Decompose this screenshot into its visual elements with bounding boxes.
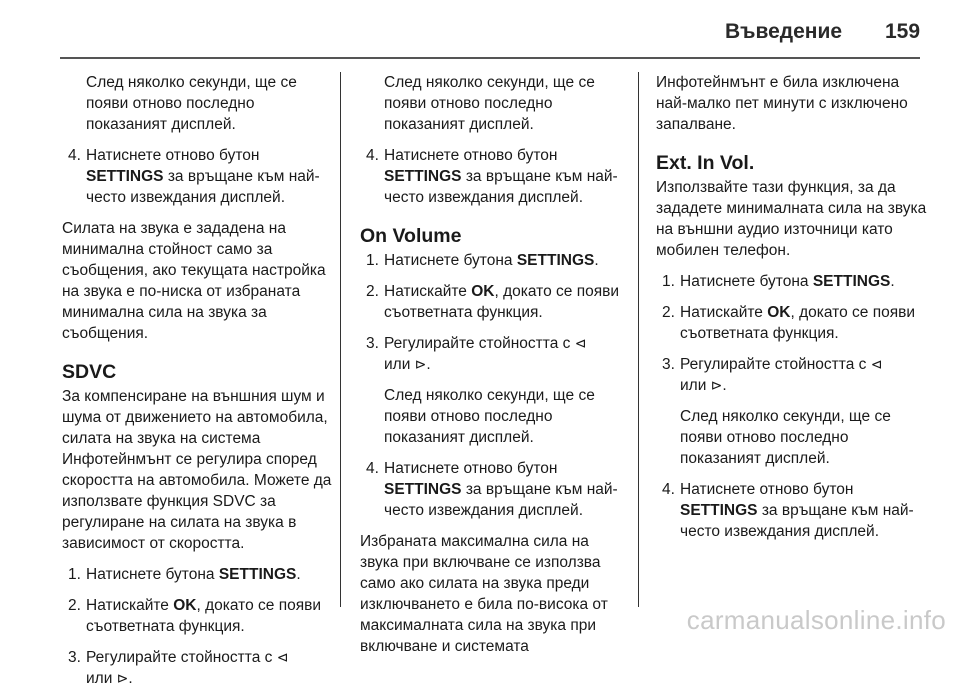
list-number: 3. bbox=[68, 649, 81, 666]
body-paragraph: Избраната максимална сила на звука при включване се използва само ако силата на звука преди изключването е била по-висока от максималната сила на звука при включване и системата bbox=[360, 533, 608, 655]
column-divider bbox=[340, 72, 341, 607]
list-item bbox=[360, 333, 630, 375]
list-item bbox=[656, 354, 928, 396]
list-text: за връщане към най-често извеждания дисплей. bbox=[680, 502, 914, 540]
list-number: 2. bbox=[366, 283, 379, 300]
continued-paragraph: След няколко секунди, ще се появи отново последно показаният дисплей. bbox=[86, 74, 297, 133]
list-text: Натискайте bbox=[680, 304, 768, 321]
list-number: 4. bbox=[366, 147, 379, 164]
list-item bbox=[62, 564, 332, 585]
list-text: или bbox=[680, 377, 711, 394]
left-arrow-icon: ⊲ bbox=[276, 649, 289, 665]
list-number: 3. bbox=[366, 335, 379, 352]
right-arrow-icon: ⊳ bbox=[710, 377, 723, 393]
button-name: SETTINGS bbox=[680, 502, 758, 519]
list-text: , докато се появи съответната функция. bbox=[680, 304, 915, 342]
list-text: . bbox=[722, 377, 727, 394]
column-1 bbox=[62, 72, 332, 699]
list-item bbox=[62, 647, 332, 689]
list-text: , докато се появи съответната функция. bbox=[384, 283, 619, 321]
list-text: Натиснете бутона bbox=[384, 252, 517, 269]
list-number: 2. bbox=[68, 597, 81, 614]
list-sub-paragraph: След няколко секунди, ще се появи отново последно показаният дисплей. bbox=[384, 387, 595, 446]
list-item bbox=[360, 281, 630, 323]
button-name: SETTINGS bbox=[812, 273, 891, 290]
list-text: Натиснете отново бутон bbox=[384, 460, 558, 477]
list-text: за връщане към най-често извеждания дисплей. bbox=[86, 168, 320, 206]
list-number: 4. bbox=[68, 147, 81, 164]
list-text: Натиснете отново бутон bbox=[86, 147, 260, 164]
button-name: SETTINGS bbox=[86, 168, 164, 185]
list-number: 2. bbox=[662, 304, 675, 321]
header-divider bbox=[60, 57, 920, 59]
list-item bbox=[360, 145, 630, 208]
list-text: Натискайте bbox=[86, 597, 174, 614]
body-paragraph: За компенсиране на външния шум и шума от движението на автомобила, силата на звука на система Инфотейнмънт се регулира според скоростта на автомобила. Можете да използвате функция SDVC за регулиране на силата на звука в зависимост от скоростта. bbox=[62, 388, 332, 552]
left-arrow-icon: ⊲ bbox=[870, 356, 883, 372]
button-name: SETTINGS bbox=[516, 252, 595, 269]
list-item bbox=[656, 302, 928, 344]
column-2 bbox=[360, 72, 630, 667]
list-item bbox=[656, 479, 928, 542]
list-text: или bbox=[86, 670, 117, 687]
list-text: . bbox=[296, 566, 301, 583]
list-item bbox=[360, 250, 630, 271]
button-name: OK bbox=[767, 304, 791, 321]
list-item bbox=[62, 595, 332, 637]
list-number: 4. bbox=[662, 481, 675, 498]
list-text: . bbox=[426, 356, 431, 373]
section-heading: SDVC bbox=[62, 361, 117, 383]
list-text: за връщане към най-често извеждания дисплей. bbox=[384, 481, 618, 519]
list-number: 4. bbox=[366, 460, 379, 477]
button-name: SETTINGS bbox=[384, 481, 462, 498]
page-header-title: Въведение bbox=[725, 20, 843, 43]
list-text: Натиснете отново бутон bbox=[384, 147, 558, 164]
body-paragraph: Силата на звука е зададена на минимална стойност само за съобщения, ако текущата настройка на звука е по-ниска от избраната минимална сила на звука за съобщения. bbox=[62, 220, 326, 342]
list-item bbox=[656, 271, 928, 292]
body-paragraph: Инфотейнмънт е била изключена най-малко пет минути с изключено запалване. bbox=[656, 74, 908, 133]
list-text: . bbox=[890, 273, 895, 290]
list-text: Натиснете бутона bbox=[86, 566, 219, 583]
list-text: Натиснете отново бутон bbox=[680, 481, 854, 498]
section-heading: On Volume bbox=[360, 225, 462, 247]
list-item bbox=[62, 145, 332, 208]
column-3 bbox=[656, 72, 928, 552]
continued-paragraph: След няколко секунди, ще се появи отново последно показаният дисплей. bbox=[384, 74, 595, 133]
page-number: 159 bbox=[885, 20, 921, 43]
button-name: OK bbox=[173, 597, 197, 614]
list-number: 1. bbox=[68, 566, 81, 583]
button-name: OK bbox=[471, 283, 495, 300]
list-number: 1. bbox=[662, 273, 675, 290]
body-paragraph: Използвайте тази функция, за да зададете минималната сила на звука на външни аудио източници като мобилен телефон. bbox=[656, 179, 927, 259]
list-text: . bbox=[128, 670, 133, 687]
button-name: SETTINGS bbox=[384, 168, 462, 185]
watermark: carmanualsonline.info bbox=[686, 605, 946, 635]
right-arrow-icon: ⊳ bbox=[414, 356, 427, 372]
list-item bbox=[360, 458, 630, 521]
list-number: 3. bbox=[662, 356, 675, 373]
left-arrow-icon: ⊲ bbox=[574, 335, 587, 351]
right-arrow-icon: ⊳ bbox=[116, 670, 129, 686]
section-heading: Ext. In Vol. bbox=[656, 152, 755, 174]
list-text: , докато се появи съответната функция. bbox=[86, 597, 321, 635]
list-text: Натиснете бутона bbox=[680, 273, 813, 290]
list-text: или bbox=[384, 356, 415, 373]
list-text: . bbox=[594, 252, 599, 269]
list-text: Регулирайте стойността с bbox=[680, 356, 871, 373]
list-text: Регулирайте стойността с bbox=[86, 649, 277, 666]
column-divider bbox=[638, 72, 639, 607]
list-sub-paragraph: След няколко секунди, ще се появи отново последно показаният дисплей. bbox=[680, 408, 891, 467]
list-number: 1. bbox=[366, 252, 379, 269]
list-text: Регулирайте стойността с bbox=[384, 335, 575, 352]
button-name: SETTINGS bbox=[218, 566, 297, 583]
list-text: Натискайте bbox=[384, 283, 472, 300]
list-text: за връщане към най-често извеждания дисплей. bbox=[384, 168, 618, 206]
